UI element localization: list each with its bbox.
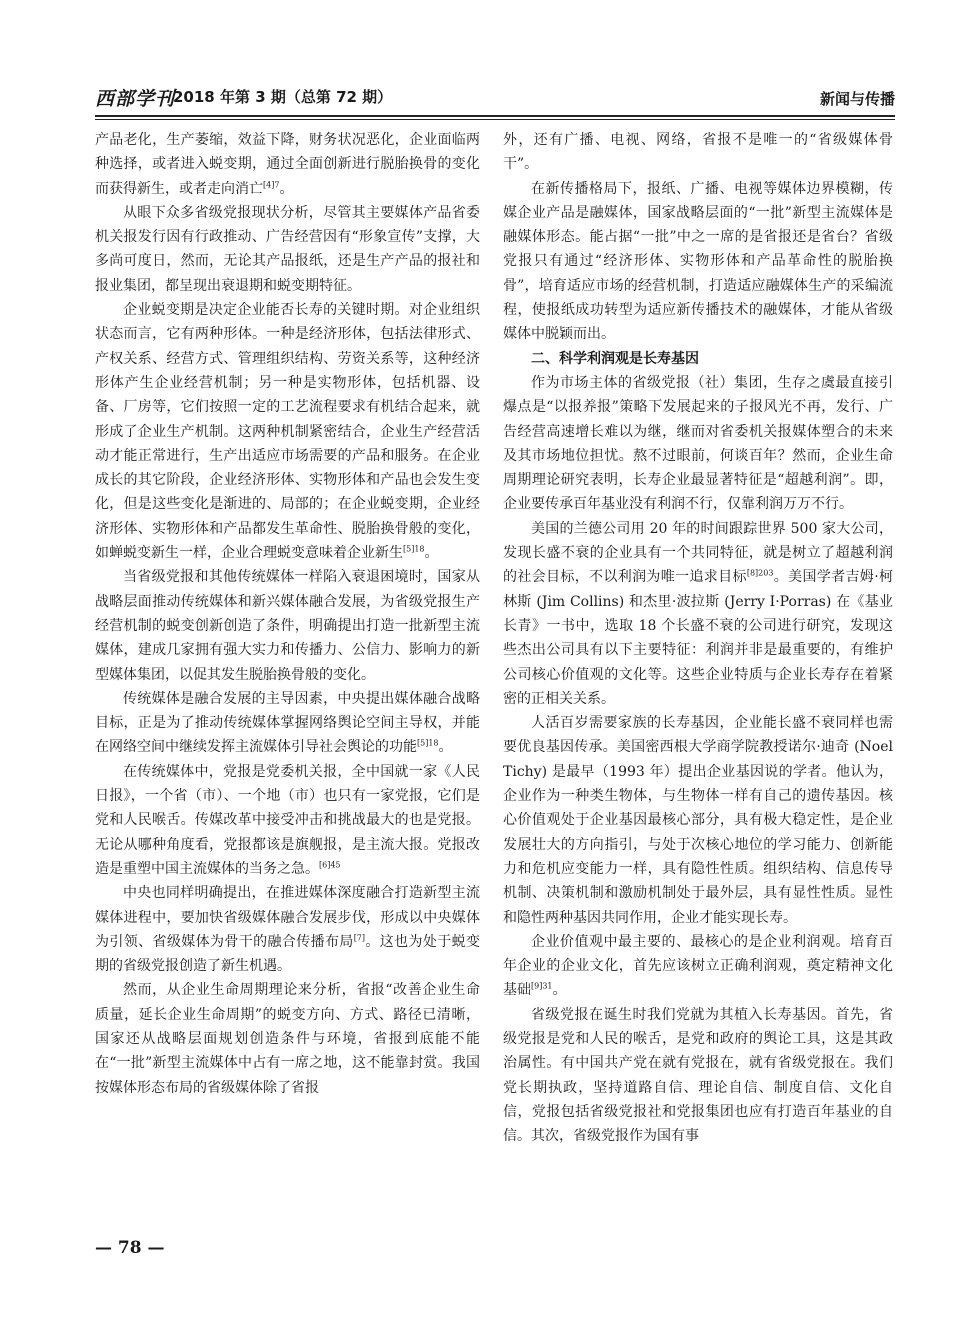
paragraph: 传统媒体是融合发展的主导因素，中央提出媒体融合战略目标，正是为了推动传统媒体掌握网络舆论空间主导权，并能在网络空间中继续发挥主流媒体引导社会舆论的功能$^{[5]18}$。 [95,690,480,756]
paragraph: 企业蜕变期是决定企业能否长寿的关键时期。对企业组织状态而言，它有两种形体。一种是经济形体，包括法律形式、产权关系、经营方式、管理组织结构、劳资关系等，这种经济形体产生企业经营机制；另一种是实物形体，包括机器、设备、厂房等，它们按照一定的工艺流程要求有机结合起来，就形成了企业生产机制。这两种机制紧密结合，企业生产经营活动才能正常进行，生产出适应市场需要的产品和服务。在企业成长的其它阶段，企业经济形体、实物形体和产品也会发生变化，但是这些变化是渐进的、局部的；在企业蜕变期，企业经济形体、实物形体和产品都发生革命性、脱胎换骨般的变化，如蝉蜕变新生一样，企业合理蜕变意味着企业新生$^{[5]18}$。 [95,302,480,562]
right-column [503,128,893,1148]
section-heading: 二、科学利润观是长寿基因 [531,350,699,367]
paragraph: 人活百岁需要家族的长寿基因，企业能长盛不衰同样也需要优良基因传承。美国密西根大学商学院教授诺尔·迪奇 (Noel Tichy) 是最早（1993 年）提出企业基因说的学者。他认为，企业作为一种类生物体，与生物体一样有自己的遗传基因。核心价值观处于企业基因最核心部分，具有极大稳定性，是企业发展壮大的方向指引，与处于次核心地位的学习能力、创新能力和危机应变能力一样，具有隐性性质。组织结构、信息传导机制、决策机制和激励机制处于最外层，具有显性性质。显性和隐性两种基因共同作用，企业才能实现长寿。 [503,715,893,926]
paragraph: 企业价值观中最主要的、最核心的是企业利润观。培育百年企业的企业文化，首先应该树立正确利润观，奠定精神文化基础$^{[9]31}$。 [503,933,893,999]
paragraph: 作为市场主体的省级党报（社）集团，生存之虞最直接引爆点是“以报养报”策略下发展起来的子报风光不再，发行、广告经营高速增长难以为继，继而对省委机关报媒体塑合的未来及其市场地位担忧。熬不过眼前，何谈百年？然而，企业生命周期理论研究表明，长寿企业最显著特征是“超越利润”。即，企业要传承百年基业没有利润不行，仅靠利润万万不行。 [503,374,893,513]
page-number: — 78 — [95,1238,165,1258]
header-rule-thin [95,119,895,120]
left-column [95,128,480,1100]
paragraph: 产品老化，生产萎缩，效益下降，财务状况恶化，企业面临两种选择，或者进入蜕变期，通过全面创新进行脱胎换骨的变化而获得新生，或者走向消亡$^{[4]7}$。 [95,132,480,197]
section-title: 新闻与传播 [819,90,895,108]
journal-logo: 西部学刊 [95,88,176,110]
page-header [95,82,895,116]
paragraph: 中央也同样明确提出，在推进媒体深度融合打造新型主流媒体进程中，要加快省级媒体融合发展步伐，形成以中央媒体为引领、省级媒体为骨干的融合传播布局[7]。这也为处于蜕变期的省级党报创造了新生机遇。 [95,885,481,975]
paragraph: 外，还有广播、电视、网络，省报不是唯一的“省级媒体骨干”。 [503,132,893,173]
issue-info: 2018 年第 3 期（总第 72 期） [173,88,393,106]
paragraph: 然而，从企业生命周期理论来分析，省报“改善企业生命质量，延长企业生命周期”的蜕变方向、方式、路径已清晰，国家还从战略层面规划创造条件与环境，省报到底能不能在“一批”新型主流媒体中占有一席之地，这不能靠封赏。我国按媒体形态布局的省级媒体除了省报 [95,982,480,1096]
paragraph: 在新传播格局下，报纸、广播、电视等媒体边界模糊，传媒企业产品是融媒体，国家战略层面的“一批”新型主流媒体是融媒体形态。能占据“一批”中之一席的是省报还是省台？省级党报只有通过“经济形体、实物形体和产品革命性的脱胎换骨”，培育适应市场的经营机制，打造适应融媒体生产的采编流程，使报纸成功转型为适应新传播技术的融媒体，才能从省级媒体中脱颖而出。 [503,180,893,343]
paragraph: 当省级党报和其他传统媒体一样陷入衰退困境时，国家从战略层面推动传统媒体和新兴媒体融合发展，为省级党报生产经营机制的蜕变创新创造了条件，明确提出打造一批新型主流媒体，建成几家拥有强大实力和传播力、公信力、影响力的新型媒体集团，以促其发生脱胎换骨般的变化。 [95,569,480,683]
paragraph: 美国的兰德公司用 20 年的时间跟踪世界 500 家大公司，发现长盛不衰的企业具有一个共同特征，就是树立了超越利润的社会目标，不以利润为唯一追求目标$^{[8]203}$。美国学者吉姆·柯林斯 (Jim Collins) 和杰里·波拉斯 (Jerry I·Porras) 在《基业长青》一书中，选取 18 个长盛不衰的公司进行研究，发现这些杰出公司具有以下主要特征：利润并非是最重要的，有维护公司核心价值观的文化等。这些企业特质与企业长寿存在着紧密的正相关关系。 [503,520,893,707]
header-rule-thick [95,115,895,117]
paragraph: 省级党报在诞生时我们党就为其植入长寿基因。首先，省级党报是党和人民的喉舌，是党和政府的舆论工具，这是其政治属性。有中国共产党在就有党报在，就有省级党报在。我们党长期执政，坚持道路自信、理论自信、制度自信、文化自信，党报包括省级党报社和党报集团也应有打造百年基业的自信。其次，省级党报作为国有事 [503,1006,893,1145]
paragraph: 从眼下众多省级党报现状分析，尽管其主要媒体产品省委机关报发行因有行政推动、广告经营因有“形象宣传”支撑，大多尚可度日，然而，无论其产品报纸，还是生产产品的报社和报业集团，都呈现出衰退期和蜕变期特征。 [95,204,480,294]
paragraph: 在传统媒体中，党报是党委机关报，全中国就一家《人民日报》，一个省（市）、一个地（市）也只有一家党报，它们是党和人民喉舌。传媒改革中接受冲击和挑战最大的也是党报。无论从哪种角度看，党报都该是旗舰报，是主流大报。党报改造是重塑中国主流媒体的当务之急。$^{[6]45}$ [95,763,480,877]
